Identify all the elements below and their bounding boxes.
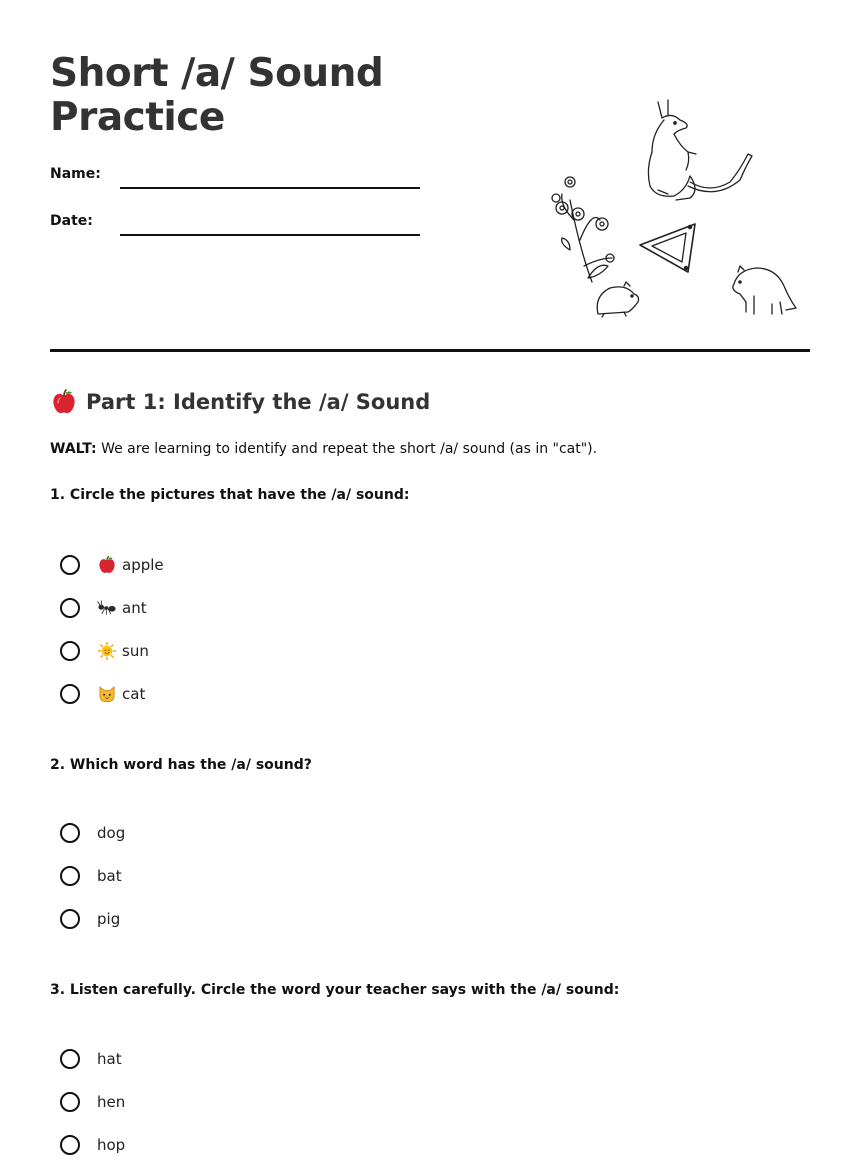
date-label: Date: [50, 213, 93, 229]
q2-option-pig[interactable] [60, 907, 120, 931]
q2-option-bat[interactable] [60, 864, 122, 888]
radio-button[interactable] [60, 1135, 80, 1155]
sun-icon [97, 641, 117, 661]
option-label: bat [97, 867, 122, 885]
q3-option-hop[interactable] [60, 1133, 125, 1157]
q1-option-cat[interactable] [60, 682, 145, 706]
walt-statement [50, 441, 597, 457]
cat-icon [97, 684, 117, 704]
triangle-illustration [640, 224, 695, 272]
title-line-1: Short /a/ Sound [50, 51, 384, 96]
walt-text: We are learning to identify and repeat the short /a/ sound (as in "cat"). [101, 441, 598, 457]
radio-button[interactable] [60, 641, 80, 661]
walt-label: WALT: [50, 441, 97, 457]
question-2-prompt: 2. Which word has the /a/ sound? [50, 757, 312, 773]
option-label: hop [97, 1136, 126, 1154]
flowers-illustration [552, 177, 614, 282]
radio-button[interactable] [60, 909, 80, 929]
ant-icon [97, 598, 117, 618]
radio-button[interactable] [60, 823, 80, 843]
q1-option-sun[interactable] [60, 639, 149, 663]
hamster-illustration [597, 282, 638, 317]
part-1-heading-text: Part 1: Identify the /a/ Sound [86, 390, 431, 414]
option-label: apple [122, 556, 164, 574]
radio-button[interactable] [60, 1092, 80, 1112]
option-label: hen [97, 1093, 126, 1111]
radio-button[interactable] [60, 555, 80, 575]
question-3-prompt: 3. Listen carefully. Circle the word your teacher says with the /a/ sound: [50, 982, 620, 998]
kangaroo-illustration [648, 100, 752, 200]
header-illustration [540, 90, 810, 325]
q1-option-apple[interactable] [60, 553, 164, 577]
radio-button[interactable] [60, 1049, 80, 1069]
q3-option-hat[interactable] [60, 1047, 122, 1071]
q2-option-dog[interactable] [60, 821, 125, 845]
name-label: Name: [50, 166, 101, 182]
option-label: hat [97, 1050, 122, 1068]
option-label: dog [97, 824, 126, 842]
title-line-2: Practice [50, 95, 225, 140]
name-field[interactable] [120, 187, 420, 189]
option-label: pig [97, 910, 121, 928]
question-1-prompt: 1. Circle the pictures that have the /a/ sound: [50, 487, 410, 503]
radio-button[interactable] [60, 598, 80, 618]
radio-button[interactable] [60, 684, 80, 704]
section-divider [50, 349, 810, 352]
q3-option-hen[interactable] [60, 1090, 125, 1114]
page-title [50, 52, 383, 140]
radio-button[interactable] [60, 866, 80, 886]
apple-icon [97, 555, 117, 575]
option-label: cat [122, 685, 146, 703]
option-label: sun [122, 642, 149, 660]
option-label: ant [122, 599, 147, 617]
q1-option-ant[interactable] [60, 596, 147, 620]
apple-icon [50, 388, 78, 416]
wombat-illustration [733, 266, 796, 314]
date-field[interactable] [120, 234, 420, 236]
part-1-heading [50, 388, 430, 416]
